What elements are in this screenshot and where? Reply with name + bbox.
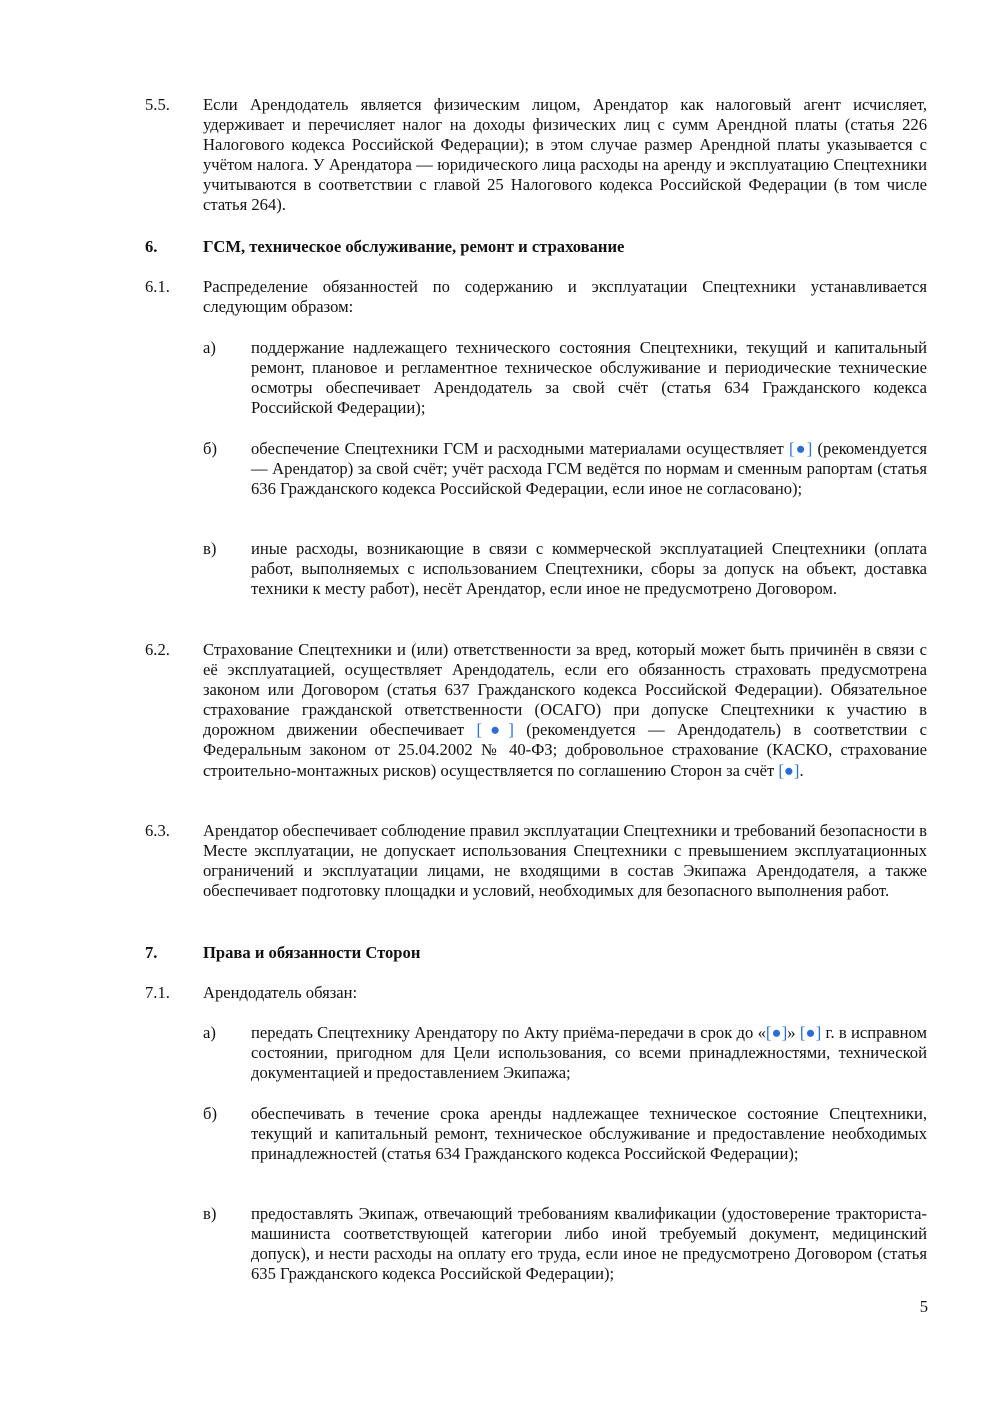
subclause-text: иные расходы, возникающие в связи с коммерческой эксплуатацией Спецтехники (оплата работ, выполняемых с использованием Спецтехники, сборы за допуск на объект, доставка техники к месту работ), несёт Арендатор, если иное не предусмотрено Договором. xyxy=(251,539,927,599)
clause-number: 5.5. xyxy=(145,95,170,114)
page-number: 5 xyxy=(919,1297,928,1316)
clause-number: 6.1. xyxy=(145,277,170,296)
clause-number: 6.3. xyxy=(145,821,170,840)
section-title: Права и обязанности Сторон xyxy=(203,943,421,962)
clause-number: 6.2. xyxy=(145,640,170,659)
subclause-letter: б) xyxy=(203,439,217,458)
clause-text: Если Арендодатель является физическим лицом, Арендатор как налоговый агент исчисляет, удерживает и перечисляет налог на доходы физических лиц с сумм Арендной платы (статья 226 Налогового кодекса Российской Федерации); в этом случае размер Арендной платы указывается с учётом налога. У Арендатора — юридического лица расходы на аренду и эксплуатацию Спецтехники учитываются в соответствии с главой 25 Налогового кодекса Российской Федерации (в том числе статья 264). xyxy=(203,95,927,215)
text-segment: » xyxy=(787,1023,800,1042)
subclause-text xyxy=(251,1023,927,1083)
subclause-letter: в) xyxy=(203,1204,217,1223)
clause-number: 7.1. xyxy=(145,983,170,1002)
section-number: 7. xyxy=(145,943,158,962)
text-segment: Страхование Спецтехники и (или) ответственности за вред, который может быть причинён в связи с её эксплуатацией, осуществляет Арендодатель, если его обязанность страховать предусмотрена законом или Договором (статья 637 Гражданского кодекса Российской Федерации). Обязательное страхование гражданской ответственности (ОСАГО) при допуске Спецтехники к участию в дорожном движении обеспечивает xyxy=(203,640,927,740)
subclause-text: предоставлять Экипаж, отвечающий требованиям квалификации (удостоверение тракториста-машиниста соответствующей категории либо иной требуемый документ, медицинский допуск), и нести расходы на оплату его труда, если иное не предусмотрено Договором (статья 635 Гражданского кодекса Российской Федерации); xyxy=(251,1204,927,1284)
text-segment: (рекомендуется — Арендодатель) в соответствии с Федеральным законом от 25.04.2002 № 40-ФЗ; добровольное страхование (КАСКО, страхование строительно-монтажных рисков) осуществляется по соглашению Сторон за счёт xyxy=(203,720,927,780)
section-title: ГСМ, техническое обслуживание, ремонт и страхование xyxy=(203,237,625,256)
clause-text: Арендодатель обязан: xyxy=(203,983,358,1002)
subclause-letter: а) xyxy=(203,1023,216,1042)
text-segment: . xyxy=(799,760,804,780)
clause-text: Распределение обязанностей по содержанию и эксплуатации Спецтехники устанавливается следующим образом: xyxy=(203,277,927,317)
placeholder-field[interactable]: [●] xyxy=(778,760,800,780)
placeholder-field[interactable]: [●] xyxy=(476,720,514,740)
placeholder-field[interactable]: [●] xyxy=(765,1023,788,1042)
subclause-letter: а) xyxy=(203,338,216,357)
text-segment: г. в исправном состоянии, пригодном для Цели использования, со всеми принадлежностями, технической документацией и предоставлением Экипажа; xyxy=(251,1023,928,1083)
placeholder-field[interactable]: [●] xyxy=(799,1023,822,1042)
subclause-letter: б) xyxy=(203,1104,217,1123)
subclause-text xyxy=(251,439,927,499)
text-segment: (рекомендуется — Арендатор) за свой счёт; учёт расхода ГСМ ведётся по нормам и сменным рапортам (статья 636 Гражданского кодекса Российской Федерации, если иное не согласовано); xyxy=(251,439,927,499)
placeholder-field[interactable]: [●] xyxy=(789,439,813,458)
subclause-text: поддержание надлежащего технического состояния Спецтехники, текущий и капитальный ремонт, плановое и регламентное техническое обслуживание и периодические технические осмотры обеспечивает Арендодатель за свой счёт (статья 634 Гражданского кодекса Российской Федерации); xyxy=(251,338,927,418)
clause-text: Арендатор обеспечивает соблюдение правил эксплуатации Спецтехники и требований безопасности в Месте эксплуатации, не допускает использования Спецтехники с превышением эксплуатационных ограничений и эксплуатации лицами, не входящими в состав Экипажа Арендодателя, а также обеспечивает подготовку площадки и условий, необходимых для безопасного выполнения работ. xyxy=(203,821,927,901)
section-number: 6. xyxy=(145,237,158,256)
clause-text xyxy=(203,640,927,781)
subclause-text: обеспечивать в течение срока аренды надлежащее техническое состояние Спецтехники, текущий и капитальный ремонт, техническое обслуживание и предоставление необходимых принадлежностей (статья 634 Гражданского кодекса Российской Федерации); xyxy=(251,1104,927,1164)
text-segment: обеспечение Спецтехники ГСМ и расходными материалами осуществляет xyxy=(251,439,789,458)
text-segment: передать Спецтехнику Арендатору по Акту приёма-передачи в срок до « xyxy=(251,1023,766,1042)
subclause-letter: в) xyxy=(203,539,217,558)
